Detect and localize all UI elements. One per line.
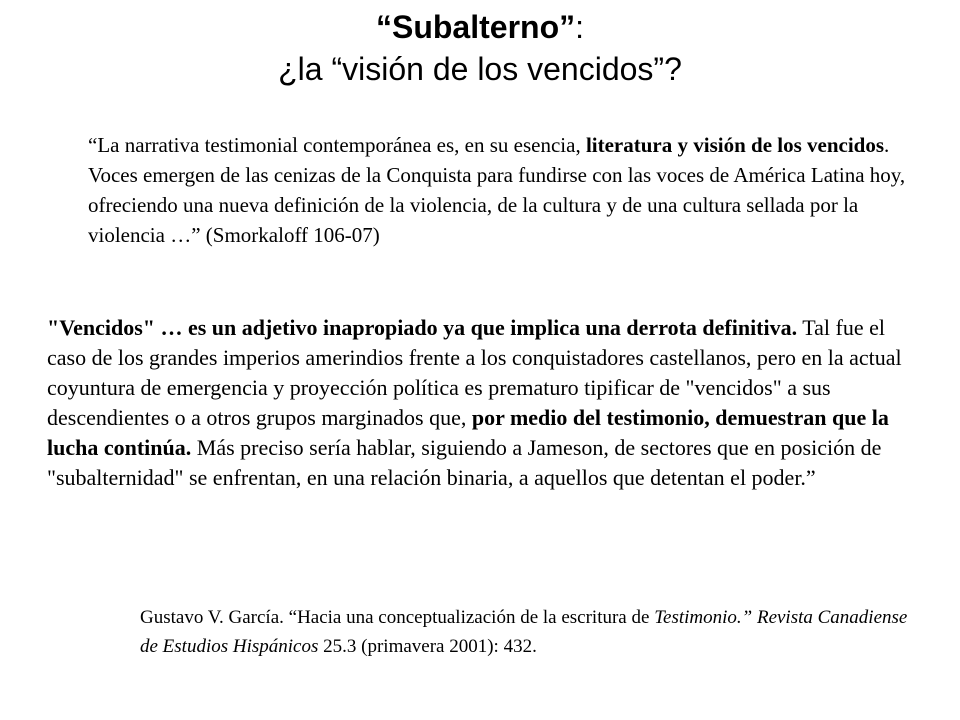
title-keyword: “Subalterno” — [375, 9, 576, 45]
quote2-text-end: Más preciso sería hablar, siguiendo a Jameson, de sectores que en posición de "subalternidad" se enfrentan, en una relación binaria, a aquellos que detentan el poder.” — [47, 435, 882, 490]
quote1-text-end: . Voces emergen de las cenizas de la Conquista para fundirse con las voces de América Latina hoy, ofreciendo una nueva definición de la violencia, de la cultura y de una cultura sellada por la violencia …” (Smorkaloff 106-07) — [88, 133, 906, 247]
smorkaloff-quote — [88, 130, 924, 250]
quote2-bold-opening: "Vencidos" … es un adjetivo inapropiado ya que implica una derrota definitiva. — [47, 315, 798, 340]
title-line-1 — [0, 6, 960, 48]
quote2-bold-phrase: por medio del testimonio, demuestran que la lucha continúa. — [47, 405, 889, 460]
title-line-2: ¿la “visión de los vencidos”? — [278, 51, 682, 87]
citation-author: Gustavo V. García. “Hacia una conceptualización de la escritura de — [140, 607, 655, 628]
garcia-quote — [47, 313, 927, 493]
citation — [140, 603, 930, 661]
citation-details: 25.3 (primavera 2001): 432. — [318, 636, 537, 657]
title-colon: : — [575, 9, 584, 45]
citation-journal: Testimonio.” Revista Canadiense de Estudios Hispánicos — [140, 607, 908, 657]
slide-title — [0, 6, 960, 90]
quote1-text-start: “La narrativa testimonial contemporánea es, en su esencia, — [88, 133, 586, 157]
quote1-bold-phrase: literatura y visión de los vencidos — [585, 133, 885, 157]
quote2-text-middle: Tal fue el caso de los grandes imperios amerindios frente a los conquistadores castellanos, pero en la actual coyuntura de emergencia y proyección política es prematuro tipificar de "vencidos" a sus descendientes o a otros grupos marginados que, — [47, 315, 902, 430]
